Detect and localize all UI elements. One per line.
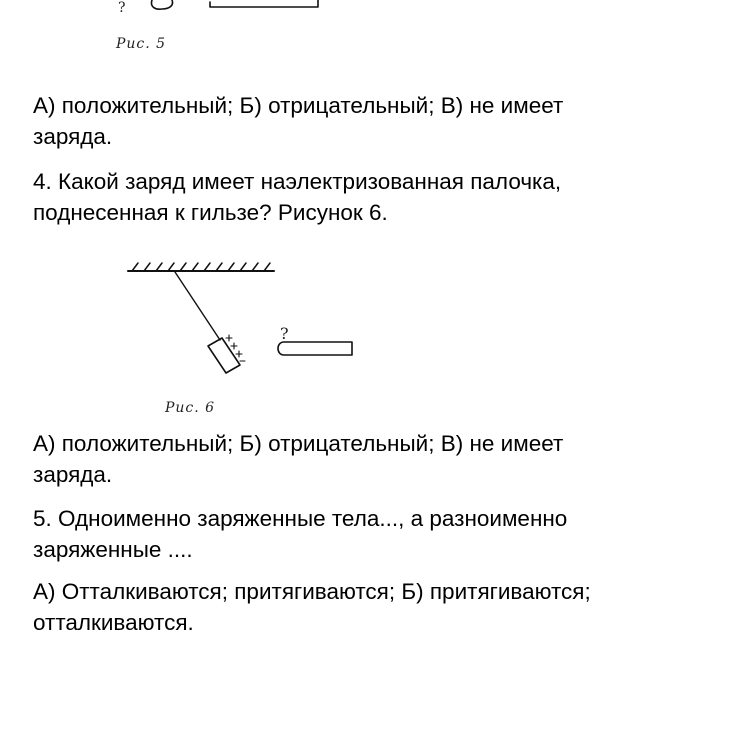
figure-6-sleeve bbox=[208, 338, 240, 373]
figure-6-drawing bbox=[120, 255, 370, 380]
q4-text-line-1: 4. Какой заряд имеет наэлектризованная палочка, bbox=[33, 169, 562, 194]
figure-5-rod bbox=[210, 0, 318, 7]
figure-6-thread bbox=[175, 272, 220, 340]
q5-text-line-1: 5. Одноименно заряженные тела..., а разноименно bbox=[33, 506, 568, 531]
q5-text-line-2: заряженные .... bbox=[33, 537, 193, 562]
figure-6-question-mark: ? bbox=[280, 324, 289, 343]
figure-5-question-mark: ? bbox=[118, 0, 126, 16]
figure-5-sleeve-ball bbox=[151, 0, 172, 9]
figure-5-drawing bbox=[100, 0, 340, 20]
q3-answers-line-2: заряда. bbox=[33, 124, 113, 149]
q4-text-line-2: поднесенная к гильзе? Рисунок 6. bbox=[33, 200, 388, 225]
q4-answers-line-2: заряда. bbox=[33, 462, 113, 487]
figure-6-rod bbox=[278, 342, 352, 355]
figure-5-caption: Рис. 5 bbox=[116, 36, 167, 52]
q3-answers-line-1: А) положительный; Б) отрицательный; В) не имеет bbox=[33, 93, 564, 118]
q5-answers-line-2: отталкиваются. bbox=[33, 610, 194, 635]
q4-answers-line-1: А) положительный; Б) отрицательный; В) не имеет bbox=[33, 431, 564, 456]
q5-answers-line-1: А) Отталкиваются; притягиваются; Б) притягиваются; bbox=[33, 579, 591, 604]
figure-6-ceiling-hatching bbox=[132, 263, 270, 271]
figure-6-caption: Рис. 6 bbox=[165, 400, 216, 416]
